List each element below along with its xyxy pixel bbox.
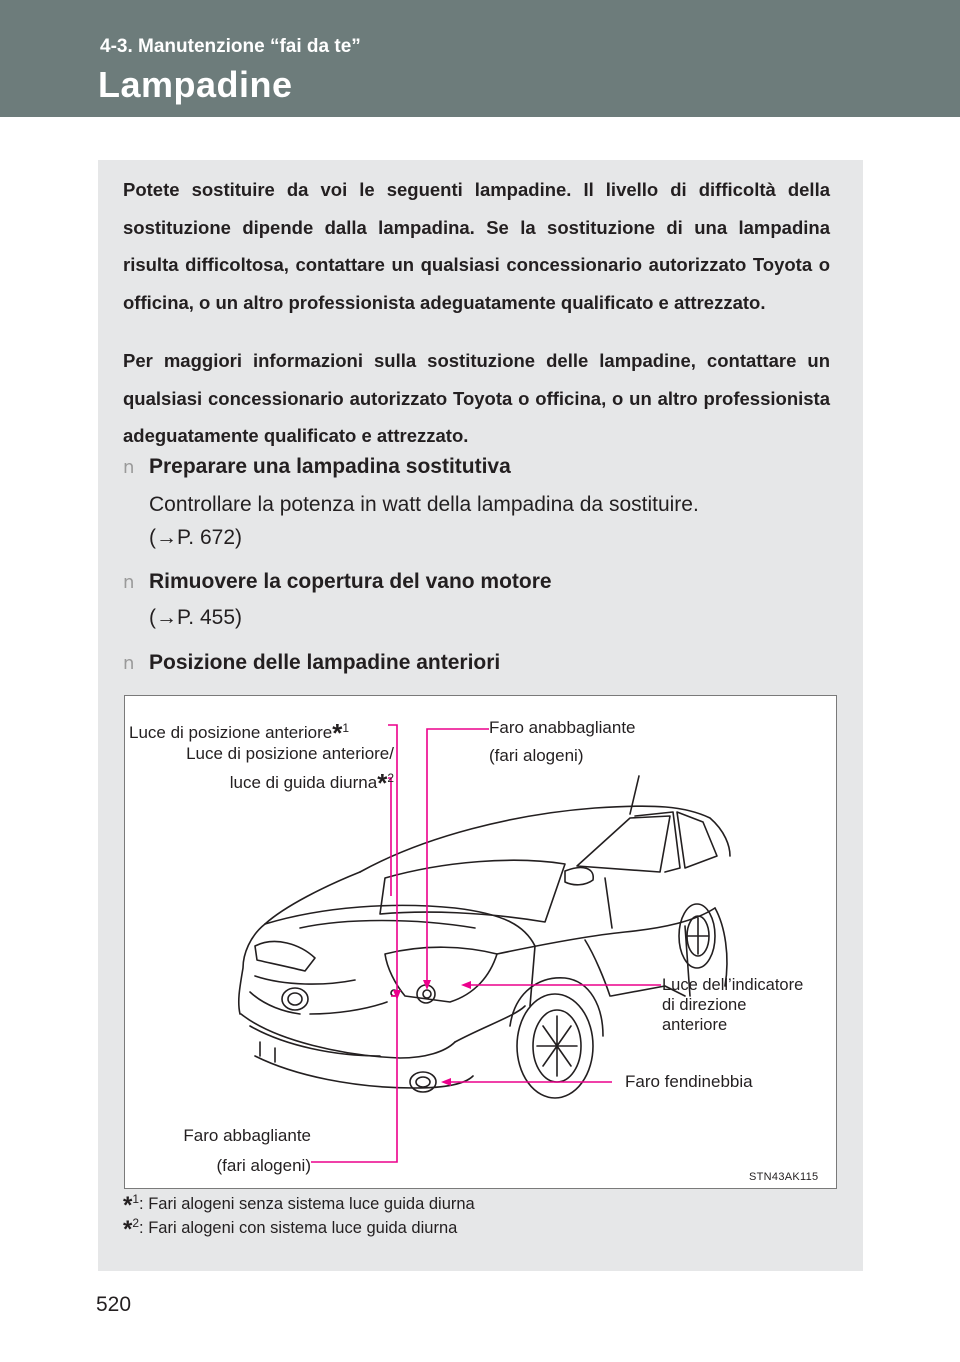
label-turn-signal: Luce dell’indicatore di direzione anteriore bbox=[662, 976, 804, 1034]
bullet-square-icon: n bbox=[123, 457, 135, 478]
figure-code: STN43AK115 bbox=[749, 1171, 819, 1183]
bullet-square-icon: n bbox=[123, 653, 135, 674]
label-front-position-drl: Luce di posizione anteriore/ luce di guida diurna*$^2$ bbox=[186, 744, 394, 798]
label-front-position-1: Luce di posizione anteriore*$^1$ bbox=[129, 718, 349, 748]
label-high-beam: Faro abbagliante (fari alogeni) bbox=[183, 1126, 311, 1175]
intro-paragraph-2: Per maggiori informazioni sulla sostituzione delle lampadine, contattare un qualsiasi concessionario autorizzato Toyota o officina, o un altro professionista adeguatamente qualificato e attrezzato. bbox=[123, 350, 830, 446]
label-low-beam: Faro anabbagliante (fari alogeni) bbox=[489, 718, 636, 765]
page-ref-672[interactable]: (→P. 672) bbox=[149, 526, 242, 549]
header-bar bbox=[0, 0, 960, 117]
section-heading-replacement-bulb: n Preparare una lampadina sostitutiva bbox=[123, 455, 511, 478]
label-fog-lamp: Faro fendinebbia bbox=[625, 1072, 753, 1091]
page-number: 520 bbox=[96, 1293, 132, 1316]
footnote-2: *$^2$: Fari alogeni con sistema luce guida diurna bbox=[123, 1216, 458, 1243]
section-heading-engine-cover: n Rimuovere la copertura del vano motore bbox=[123, 570, 552, 593]
section-label: 4-3. Manutenzione “fai da te” bbox=[100, 36, 361, 57]
page-title: Lampadine bbox=[98, 64, 293, 105]
section-body-wattage: Controllare la potenza in watt della lampadina da sostituire. bbox=[149, 493, 699, 516]
page-ref-455[interactable]: (→P. 455) bbox=[149, 606, 242, 629]
intro-paragraph-1: Potete sostituire da voi le seguenti lampadine. Il livello di difficoltà della sostituzione dipende dalla lampadina. Se la sostituzione di una lampadina risulta difficoltosa, contattare un qualsiasi concessionario autorizzato Toyota o officina, o un altro professionista adeguatamente qualificato e attrezzato. bbox=[123, 179, 830, 313]
bullet-square-icon: n bbox=[123, 572, 135, 593]
section-heading-front-bulbs: n Posizione delle lampadine anteriori bbox=[123, 651, 501, 674]
front-bulbs-figure bbox=[124, 695, 837, 1189]
footnote-1: *$^1$: Fari alogeni senza sistema luce guida diurna bbox=[123, 1192, 475, 1219]
